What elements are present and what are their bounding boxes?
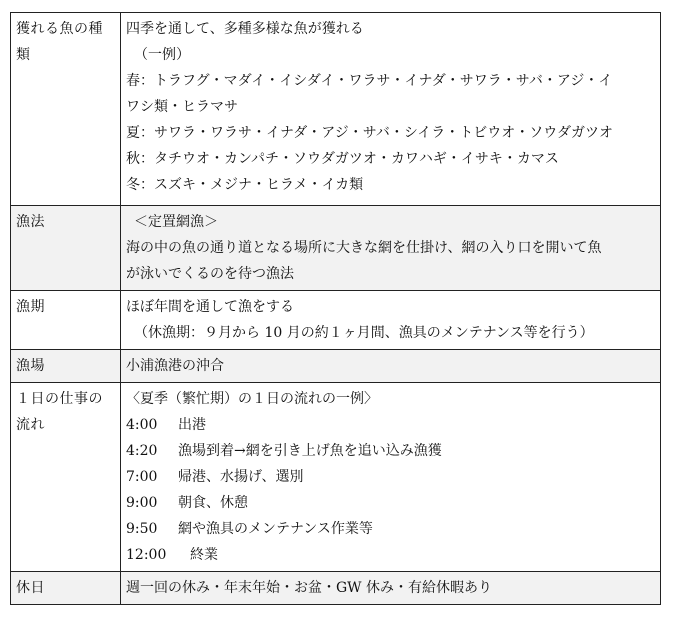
row-ground [11, 350, 661, 383]
row-fish [11, 13, 661, 206]
season-line-1: ほぼ年間を通して漁をする [126, 299, 294, 315]
schedule-time: 9:00 [126, 495, 158, 511]
label-method [11, 206, 121, 291]
ground-line-1: 小浦漁港の沖合 [126, 358, 224, 374]
method-line-2: 海の中の魚の通り道となる場所に大きな網を仕掛け、網の入り口を開いて魚 [126, 240, 602, 256]
info-table [10, 12, 661, 605]
schedule-task: 漁場到着→網を引き上げ魚を追い込み漁獲 [178, 443, 442, 459]
schedule-time: 9:50 [126, 521, 158, 537]
label-daily [11, 383, 121, 572]
holidays-line-1: 週一回の休み・年末年始・お盆・GW 休み・有給休暇あり [126, 580, 493, 596]
row-holidays [11, 572, 661, 605]
schedule-task: 網や漁具のメンテナンス作業等 [178, 521, 373, 537]
content-season [121, 291, 661, 350]
label-season [11, 291, 121, 350]
fish-line-2: （一例） [134, 47, 190, 63]
schedule-time: 4:00 [126, 417, 158, 433]
content-fish [121, 13, 661, 206]
label-ground [11, 350, 121, 383]
schedule-item [126, 542, 656, 568]
fish-line-3: 春：トラフグ・マダイ・イシダイ・ワラサ・イナダ・サワラ・サバ・アジ・イ [126, 73, 613, 89]
method-line-3: が泳いでくるのを待つ漁法 [126, 266, 294, 282]
schedule-time: 4:20 [126, 443, 158, 459]
label-season-text: 漁期 [16, 299, 45, 315]
label-method-text: 漁法 [16, 214, 45, 230]
schedule-task: 出港 [178, 417, 206, 433]
content-holidays [121, 572, 661, 605]
row-method [11, 206, 661, 291]
label-holidays-text: 休日 [16, 580, 45, 596]
row-season [11, 291, 661, 350]
season-line-2: （休漁期：９月から 10 月の約１ヶ月間、漁具のメンテナンス等を行う） [134, 325, 594, 341]
schedule-time: 12:00 [126, 547, 167, 563]
method-line-1: ＜定置網漁＞ [134, 214, 218, 230]
schedule-task: 帰港、水揚げ、選別 [178, 469, 304, 485]
schedule-task: 終業 [190, 547, 218, 563]
fish-line-4: ワシ類・ヒラマサ [126, 99, 238, 115]
schedule-item [126, 412, 656, 438]
fish-line-1: 四季を通して、多種多様な魚が獲れる [126, 21, 364, 37]
label-daily-text: １日の仕事の流れ [16, 391, 103, 433]
label-fish-text: 獲れる魚の種類 [16, 21, 103, 63]
content-daily [121, 383, 661, 572]
content-ground [121, 350, 661, 383]
schedule-time: 7:00 [126, 469, 158, 485]
content-method [121, 206, 661, 291]
daily-intro: 〈夏季（繁忙期）の１日の流れの一例〉 [126, 391, 378, 407]
fish-line-5: 夏：サワラ・ワラサ・イナダ・アジ・サバ・シイラ・トビウオ・ソウダガツオ [126, 125, 614, 141]
label-holidays [11, 572, 121, 605]
schedule-item [126, 490, 656, 516]
label-fish [11, 13, 121, 206]
schedule-task: 朝食、休憩 [178, 495, 248, 511]
schedule-item [126, 438, 656, 464]
schedule-item [126, 516, 656, 542]
row-daily [11, 383, 661, 572]
fish-line-7: 冬：スズキ・メジナ・ヒラメ・イカ類 [126, 177, 364, 193]
schedule-item [126, 464, 656, 490]
label-ground-text: 漁場 [16, 358, 45, 374]
fish-line-6: 秋：タチウオ・カンパチ・ソウダガツオ・カワハギ・イサキ・カマス [126, 151, 559, 167]
